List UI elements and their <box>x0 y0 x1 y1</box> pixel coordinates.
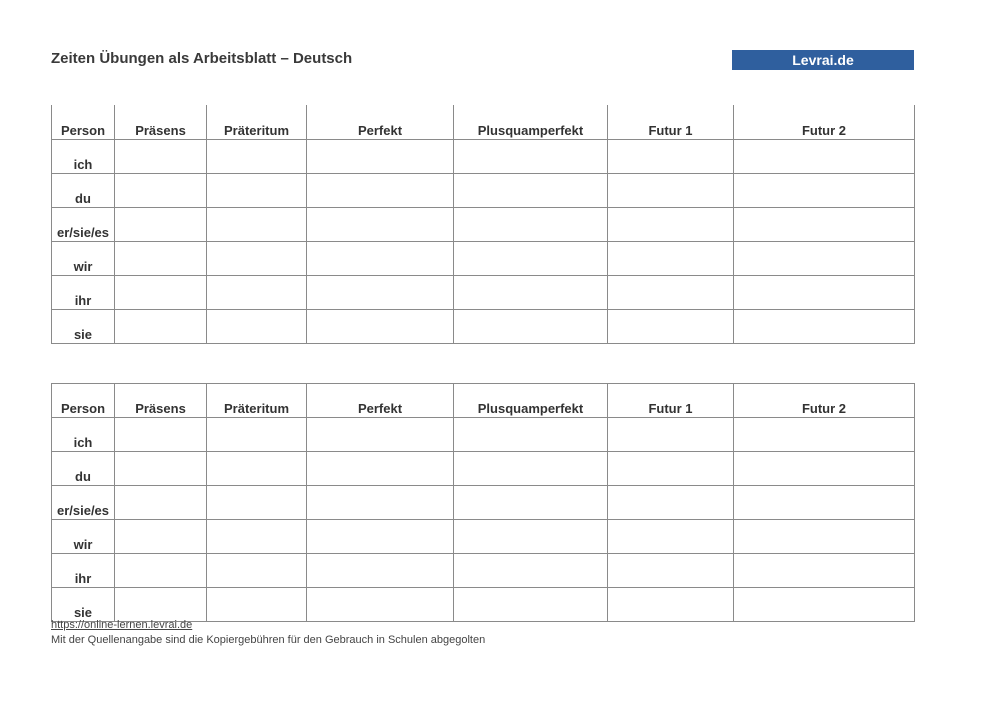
answer-cell[interactable] <box>734 173 915 207</box>
column-header-praesens: Präsens <box>115 384 207 418</box>
answer-cell[interactable] <box>454 588 608 622</box>
answer-cell[interactable] <box>454 241 608 275</box>
answer-cell[interactable] <box>115 588 207 622</box>
answer-cell[interactable] <box>608 418 734 452</box>
answer-cell[interactable] <box>454 554 608 588</box>
answer-cell[interactable] <box>207 418 307 452</box>
answer-cell[interactable] <box>307 520 454 554</box>
answer-cell[interactable] <box>454 452 608 486</box>
answer-cell[interactable] <box>454 275 608 309</box>
answer-cell[interactable] <box>608 486 734 520</box>
answer-cell[interactable] <box>115 520 207 554</box>
levrai-logo[interactable]: Levrai.de <box>732 50 914 70</box>
column-header-futur-1: Futur 1 <box>608 384 734 418</box>
column-header-praeteritum: Präteritum <box>207 105 307 139</box>
answer-cell[interactable] <box>734 275 915 309</box>
answer-cell[interactable] <box>115 309 207 343</box>
person-label: ich <box>52 418 115 452</box>
answer-cell[interactable] <box>307 241 454 275</box>
column-header-plusquamperfekt: Plusquamperfekt <box>454 105 608 139</box>
answer-cell[interactable] <box>454 309 608 343</box>
answer-cell[interactable] <box>307 207 454 241</box>
answer-cell[interactable] <box>307 139 454 173</box>
answer-cell[interactable] <box>207 173 307 207</box>
page-title: Zeiten Übungen als Arbeitsblatt – Deutsch <box>51 50 353 67</box>
answer-cell[interactable] <box>115 173 207 207</box>
table-row <box>52 452 915 486</box>
answer-cell[interactable] <box>207 554 307 588</box>
answer-cell[interactable] <box>608 207 734 241</box>
answer-cell[interactable] <box>734 486 915 520</box>
column-header-person: Person <box>52 384 115 418</box>
answer-cell[interactable] <box>734 139 915 173</box>
table-row <box>52 554 915 588</box>
answer-cell[interactable] <box>207 452 307 486</box>
answer-cell[interactable] <box>454 139 608 173</box>
answer-cell[interactable] <box>115 418 207 452</box>
answer-cell[interactable] <box>734 241 915 275</box>
column-header-perfekt: Perfekt <box>307 105 454 139</box>
column-header-person: Person <box>52 105 115 139</box>
answer-cell[interactable] <box>454 486 608 520</box>
answer-cell[interactable] <box>307 173 454 207</box>
answer-cell[interactable] <box>207 486 307 520</box>
answer-cell[interactable] <box>307 452 454 486</box>
person-label: wir <box>52 241 115 275</box>
answer-cell[interactable] <box>608 241 734 275</box>
table-row <box>52 520 915 554</box>
answer-cell[interactable] <box>454 173 608 207</box>
answer-cell[interactable] <box>734 520 915 554</box>
table-row <box>52 139 915 173</box>
table-row <box>52 418 915 452</box>
answer-cell[interactable] <box>307 554 454 588</box>
copyright-note: Mit der Quellenangabe sind die Kopiergebühren für den Gebrauch in Schulen abgegolten <box>51 634 486 646</box>
answer-cell[interactable] <box>307 275 454 309</box>
answer-cell[interactable] <box>207 309 307 343</box>
tense-table-1 <box>51 105 915 344</box>
column-header-futur-2: Futur 2 <box>734 384 915 418</box>
answer-cell[interactable] <box>115 554 207 588</box>
person-label: sie <box>52 309 115 343</box>
answer-cell[interactable] <box>734 207 915 241</box>
tense-table-2 <box>51 383 915 622</box>
answer-cell[interactable] <box>608 309 734 343</box>
table-row <box>52 173 915 207</box>
answer-cell[interactable] <box>454 207 608 241</box>
table-row <box>52 241 915 275</box>
answer-cell[interactable] <box>207 207 307 241</box>
answer-cell[interactable] <box>207 588 307 622</box>
answer-cell[interactable] <box>115 241 207 275</box>
column-header-plusquamperfekt: Plusquamperfekt <box>454 384 608 418</box>
person-label: ich <box>52 139 115 173</box>
table-header-row <box>52 384 915 418</box>
table-row <box>52 309 915 343</box>
table-row <box>52 588 915 622</box>
person-label: wir <box>52 520 115 554</box>
answer-cell[interactable] <box>608 173 734 207</box>
answer-cell[interactable] <box>115 207 207 241</box>
answer-cell[interactable] <box>734 309 915 343</box>
column-header-perfekt: Perfekt <box>307 384 454 418</box>
column-header-futur-1: Futur 1 <box>608 105 734 139</box>
table-row <box>52 275 915 309</box>
answer-cell[interactable] <box>608 139 734 173</box>
person-label: du <box>52 173 115 207</box>
answer-cell[interactable] <box>608 588 734 622</box>
answer-cell[interactable] <box>115 139 207 173</box>
answer-cell[interactable] <box>307 309 454 343</box>
answer-cell[interactable] <box>454 520 608 554</box>
column-header-praeteritum: Präteritum <box>207 384 307 418</box>
answer-cell[interactable] <box>608 275 734 309</box>
person-label: er/sie/es <box>52 486 115 520</box>
answer-cell[interactable] <box>307 418 454 452</box>
answer-cell[interactable] <box>734 554 915 588</box>
answer-cell[interactable] <box>454 418 608 452</box>
answer-cell[interactable] <box>115 275 207 309</box>
answer-cell[interactable] <box>307 588 454 622</box>
answer-cell[interactable] <box>207 241 307 275</box>
answer-cell[interactable] <box>734 588 915 622</box>
answer-cell[interactable] <box>207 520 307 554</box>
answer-cell[interactable] <box>608 554 734 588</box>
answer-cell[interactable] <box>115 486 207 520</box>
person-label: ihr <box>52 275 115 309</box>
answer-cell[interactable] <box>307 486 454 520</box>
answer-cell[interactable] <box>734 418 915 452</box>
answer-cell[interactable] <box>207 275 307 309</box>
person-label: du <box>52 452 115 486</box>
person-label: sie <box>52 588 115 622</box>
column-header-praesens: Präsens <box>115 105 207 139</box>
table-header-row <box>52 105 915 139</box>
table-row <box>52 486 915 520</box>
person-label: er/sie/es <box>52 207 115 241</box>
person-label: ihr <box>52 554 115 588</box>
answer-cell[interactable] <box>608 520 734 554</box>
answer-cell[interactable] <box>608 452 734 486</box>
source-link[interactable]: https://online-lernen.levrai.de <box>51 619 193 631</box>
answer-cell[interactable] <box>207 139 307 173</box>
answer-cell[interactable] <box>115 452 207 486</box>
answer-cell[interactable] <box>734 452 915 486</box>
table-row <box>52 207 915 241</box>
column-header-futur-2: Futur 2 <box>734 105 915 139</box>
